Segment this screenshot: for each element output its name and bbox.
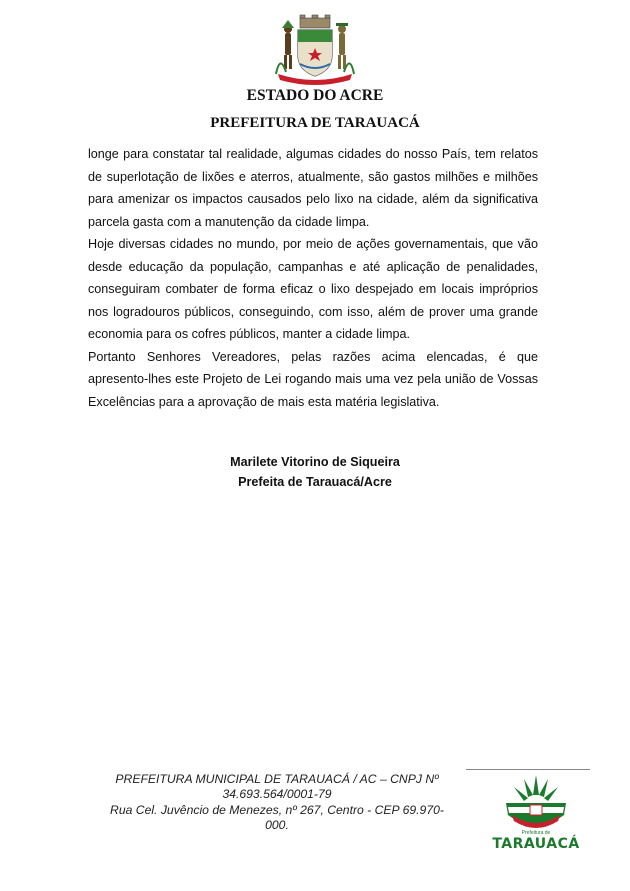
logo-name: TARAUACÁ	[492, 836, 580, 852]
footer-address	[92, 772, 462, 833]
body-line: economia para os cofres públicos, manter a cidade limpa.	[88, 327, 411, 341]
body-line: desde educação da população, campanhas e até aplicação de penalidades,	[88, 259, 538, 274]
state-heading: ESTADO DO ACRE	[246, 87, 384, 104]
signatory-name: Marilete Vitorino de Siqueira	[230, 455, 400, 469]
logo-tagline: Prefeitura de	[521, 830, 551, 836]
office-heading: PREFEITURA DE TARAUACÁ	[210, 115, 420, 131]
document-body	[88, 143, 538, 413]
footer-line: Rua Cel. Juvêncio de Menezes, nº 267, Centro - CEP 69.970-	[110, 802, 444, 817]
footer-line: PREFEITURA MUNICIPAL DE TARAUACÁ / AC – CNPJ Nº	[115, 772, 439, 786]
body-line: para amenizar os impactos causados pelo lixo na cidade, além da significativa	[88, 192, 538, 206]
body-line: parcela gasta com a manutenção da cidade limpa.	[88, 214, 370, 229]
body-line: Portanto Senhores Vereadores, pelas razões acima elencadas, é que	[88, 349, 538, 364]
body-line: Hoje diversas cidades no mundo, por meio de ações governamentais, que vão	[88, 237, 538, 251]
footer-divider	[466, 769, 590, 770]
body-line: Excelências para a aprovação de mais esta matéria legislativa.	[88, 394, 440, 409]
body-line: apresento-lhes este Projeto de Lei rogando mais uma vez pela união de Vossas	[88, 372, 538, 386]
body-line: de superlotação de lixões e aterros, atualmente, são gastos milhões e milhões	[88, 169, 538, 184]
footer-line: 34.693.564/0001-79	[222, 787, 332, 802]
body-line: conseguiram combater de forma eficaz o lixo despejado em locais impróprios	[88, 282, 538, 296]
body-line: longe para constatar tal realidade, algumas cidades do nosso País, tem relatos	[88, 147, 538, 161]
body-line: nos logradouros públicos, conseguindo, com isso, além de prover uma grande	[88, 304, 538, 319]
footer-line: 000.	[265, 817, 289, 832]
coat-of-arms-icon	[270, 14, 360, 86]
signatory-title: Prefeita de Tarauacá/Acre	[238, 475, 392, 489]
